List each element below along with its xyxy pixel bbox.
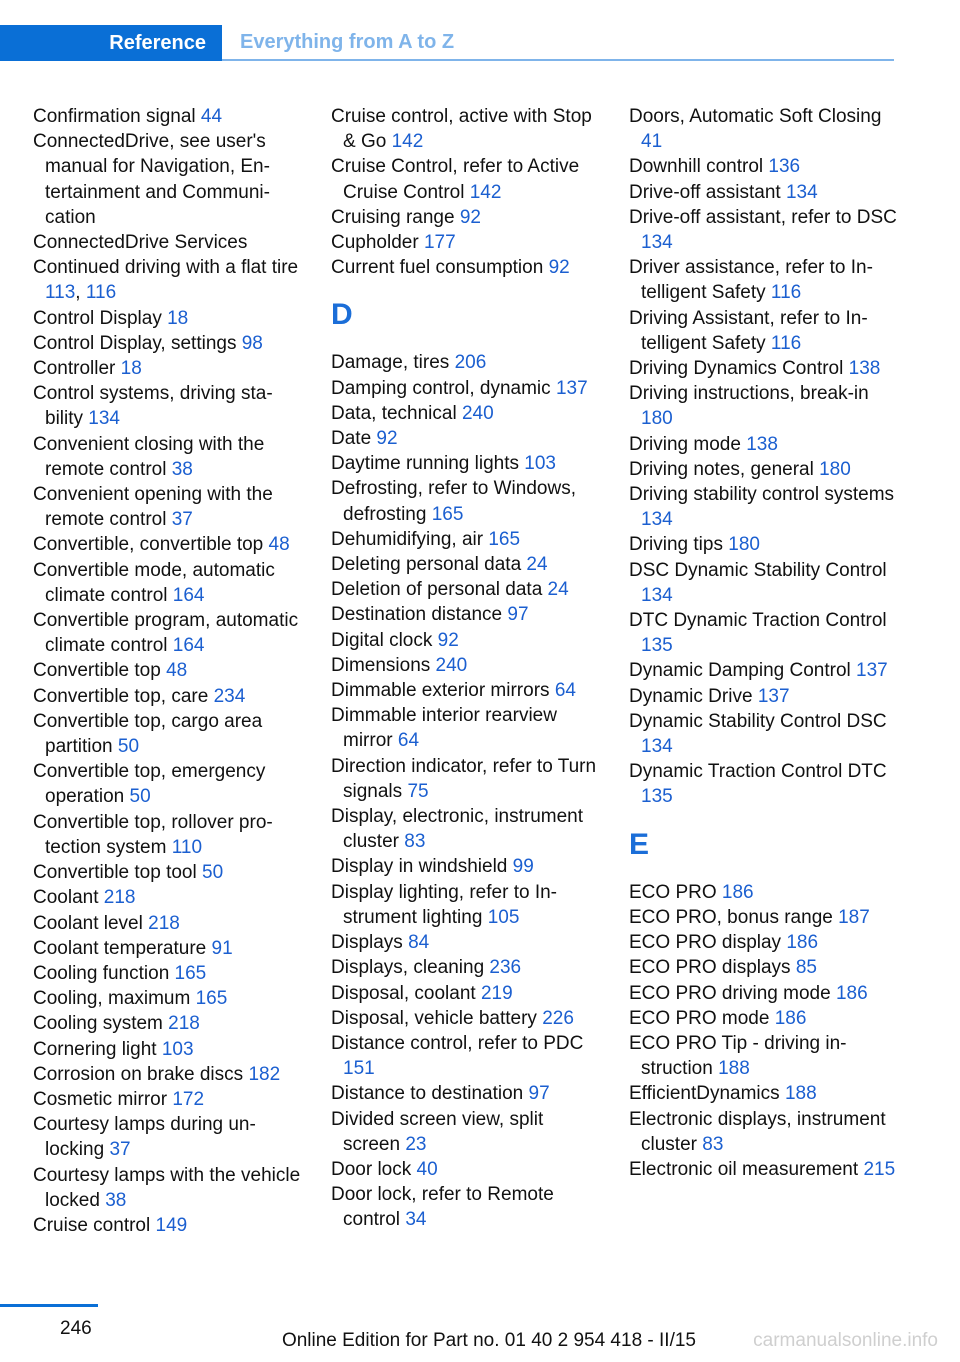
index-entry-text: ECO PRO displays: [629, 957, 791, 979]
index-entry-text: Display in windshield: [331, 856, 508, 878]
index-entry-text: Driving mode: [629, 433, 741, 455]
index-entry: [33, 1112, 301, 1162]
index-entry: [331, 981, 599, 1006]
page-link[interactable]: 186: [774, 1007, 807, 1029]
index-entry-text: Direction indicator, refer to Turn signals: [331, 755, 597, 802]
index-entry: [33, 558, 301, 608]
index-entry-text: Cruise control: [33, 1214, 151, 1236]
index-entry: [331, 804, 599, 854]
page-link[interactable]: 92: [437, 629, 459, 651]
index-entry-text: ECO PRO, bonus range: [629, 906, 833, 928]
index-entry-text: Driving stability control systems: [629, 484, 895, 506]
index-entry: [33, 1062, 301, 1087]
index-entry-text: Convertible mode, automatic climate control: [33, 559, 275, 606]
index-entry: [629, 684, 897, 709]
page-link[interactable]: 38: [171, 458, 193, 480]
page-link[interactable]: 97: [507, 604, 529, 626]
footer-rule: [0, 1304, 98, 1307]
index-entry: [331, 1107, 599, 1157]
page-link[interactable]: 116: [770, 282, 802, 304]
index-entry: [33, 306, 301, 331]
index-entry: [33, 709, 301, 759]
page-link[interactable]: 134: [641, 232, 673, 254]
index-column-3: [629, 104, 897, 1182]
index-entry-text: Convertible top, emergency operation: [33, 761, 266, 808]
page-header: [0, 25, 960, 61]
index-entry: [331, 678, 599, 703]
page-link[interactable]: 188: [718, 1058, 750, 1080]
index-entry-text: Dimmable exterior mirrors: [331, 680, 550, 702]
index-entry: [331, 1157, 599, 1182]
index-entry: [33, 986, 301, 1011]
index-entry: [629, 905, 897, 930]
page-link[interactable]: 165: [195, 988, 228, 1010]
index-entry: [33, 1213, 301, 1238]
page-link[interactable]: 135: [641, 635, 673, 657]
page-link[interactable]: 142: [469, 181, 502, 203]
index-entry: [331, 1031, 599, 1081]
subsection-tab[interactable]: [222, 25, 894, 61]
index-entry-text: Cruising range: [331, 206, 455, 228]
page-link[interactable]: 98: [241, 332, 263, 354]
index-entry: [331, 451, 599, 476]
index-entry: [331, 955, 599, 980]
index-entry: [629, 759, 897, 809]
index-entry: [33, 810, 301, 860]
index-entry-text: ECO PRO driving mode: [629, 982, 831, 1004]
index-entry-text: Controller: [33, 358, 116, 380]
index-entry-text: Driving Dynamics Control: [629, 358, 844, 380]
page-link[interactable]: 83: [702, 1133, 724, 1155]
index-entry-text: Displays: [331, 932, 403, 954]
subsection-label: Everything from A to Z: [240, 31, 455, 53]
index-entry: [629, 432, 897, 457]
index-entry: [629, 356, 897, 381]
index-entry: [33, 432, 301, 482]
index-entry: [629, 180, 897, 205]
index-entry: [629, 457, 897, 482]
page-link[interactable]: 24: [547, 579, 569, 601]
page-link[interactable]: 50: [117, 736, 140, 758]
page-link[interactable]: 135: [641, 786, 673, 808]
index-entry-text: Convertible program, automatic climate control: [33, 610, 299, 657]
index-entry: [33, 658, 301, 683]
page-link[interactable]: 236: [489, 957, 522, 979]
index-entry: [629, 1081, 897, 1106]
index-entry: [331, 230, 599, 255]
page-link[interactable]: 38: [105, 1189, 127, 1211]
index-entry: [33, 885, 301, 910]
index-entry: [331, 1081, 599, 1106]
index-entry-text: Display, electronic, instrument cluster: [331, 806, 584, 853]
index-entry-text: Defrosting, refer to Windows, defrosting: [331, 478, 576, 525]
index-entry: [331, 880, 599, 930]
page-link[interactable]: 218: [103, 887, 136, 909]
index-entry-text: Door lock: [331, 1158, 412, 1180]
index-entry: [331, 628, 599, 653]
index-entry-text: Doors, Automatic Soft Closing: [629, 106, 882, 127]
page-link[interactable]: 64: [554, 680, 576, 702]
index-entry-text: ECO PRO mode: [629, 1007, 770, 1029]
page-number: 246: [60, 1318, 92, 1339]
index-entry-text: Convertible top, care: [33, 685, 209, 707]
index-entry-text: Disposal, vehicle battery: [331, 1007, 537, 1029]
page-link[interactable]: 40: [416, 1158, 438, 1180]
index-entry-text: Convertible, convertible top: [33, 534, 264, 556]
index-entry-text: Dynamic Stability Control DSC: [629, 710, 887, 732]
page-link[interactable]: 75: [407, 780, 429, 802]
index-entry: [331, 154, 599, 204]
page-link[interactable]: 92: [376, 428, 398, 450]
index-entry: [629, 981, 897, 1006]
index-entry-text: Deleting personal data: [331, 554, 522, 576]
index-entry: [629, 255, 897, 305]
index-entry: [629, 1107, 897, 1157]
index-entry: [629, 532, 897, 557]
page-link[interactable]: 137: [856, 660, 888, 682]
index-entry-text: Dynamic Damping Control: [629, 660, 851, 682]
index-entry-text: ConnectedDrive Services: [33, 232, 248, 254]
index-entry-text: Destination distance: [331, 604, 503, 626]
index-entry-text: Dimensions: [331, 654, 431, 676]
index-entry-text: DTC Dynamic Traction Control: [629, 610, 887, 632]
index-entry-text: Electronic oil measurement: [629, 1158, 859, 1180]
page-link[interactable]: 134: [88, 408, 120, 430]
index-entry: [629, 482, 897, 532]
page-link[interactable]: 240: [461, 402, 494, 424]
index-entry-text: Current fuel consumption: [331, 257, 544, 279]
index-entry: [33, 1087, 301, 1112]
index-entry-text: Dehumidifying, air: [331, 528, 484, 550]
index-column-1: [33, 104, 301, 1238]
page-link[interactable]: 64: [397, 730, 420, 752]
index-entry: [331, 930, 599, 955]
page-link[interactable]: 142: [391, 131, 424, 153]
page-link[interactable]: 110: [171, 836, 203, 858]
index-entry-text: Divided screen view, split screen: [331, 1108, 544, 1155]
index-entry-text: Convenient closing with the remote control: [33, 433, 265, 480]
index-entry: [331, 1006, 599, 1031]
index-entry: [33, 129, 301, 230]
index-entry-text: Distance control, refer to PDC: [331, 1032, 584, 1054]
index-entry: [331, 476, 599, 526]
page-link[interactable]: 165: [174, 962, 207, 984]
index-entry: [33, 1037, 301, 1062]
index-entry-text: ConnectedDrive, see user's manual for Navigation, Entertainment and Communication: [33, 131, 270, 228]
page-link[interactable]: 37: [171, 509, 193, 531]
page-link[interactable]: 172: [172, 1088, 205, 1110]
index-entry: [33, 104, 301, 129]
index-entry: [331, 527, 599, 552]
page-link[interactable]: 215: [863, 1158, 896, 1180]
page-link[interactable]: 188: [784, 1083, 817, 1105]
index-entry-text: Courtesy lamps with the vehicle locked: [33, 1164, 301, 1211]
index-column-2: [331, 104, 599, 1233]
index-entry-text: Daytime running lights: [331, 453, 519, 475]
index-entry-text: Continued driving with a flat tire: [33, 257, 299, 279]
index-entry-text: EfficientDynamics: [629, 1083, 780, 1105]
index-entry-text: Cosmetic mirror: [33, 1088, 168, 1110]
index-entry-text: Convertible top: [33, 660, 161, 682]
index-entry-text: Confirmation signal: [33, 106, 196, 127]
index-entry: [331, 104, 599, 154]
index-entry: [629, 880, 897, 905]
page-link[interactable]: 103: [161, 1038, 194, 1060]
page-link[interactable]: 83: [404, 831, 426, 853]
page-link[interactable]: 136: [768, 156, 801, 178]
index-entry: [629, 1157, 897, 1182]
index-letter-heading: E: [629, 827, 650, 861]
page-link[interactable]: 92: [459, 206, 481, 228]
index-entry-text: Control Display: [33, 307, 162, 329]
index-entry-text: Cruise control, active with Stop & Go: [331, 106, 592, 153]
watermark: carmanualsonline.info: [753, 1330, 938, 1351]
page-link[interactable]: 99: [512, 856, 534, 878]
index-entry: [331, 703, 599, 753]
page-link[interactable]: 116: [770, 332, 802, 354]
page-link[interactable]: 177: [423, 232, 456, 254]
index-entry-text: Driver assistance, refer to Intelligent Safety: [629, 257, 873, 304]
index-entry-text: Dynamic Drive: [629, 685, 753, 707]
index-entry: [33, 911, 301, 936]
page-link[interactable]: 165: [431, 503, 464, 525]
index-entry: [331, 1182, 599, 1232]
page-link[interactable]: 85: [795, 957, 817, 979]
index-entry-text: ECO PRO display: [629, 932, 782, 954]
index-entry-text: Cooling, maximum: [33, 988, 191, 1010]
index-entry: [33, 331, 301, 356]
index-entry: [331, 552, 599, 577]
index-entry: [33, 961, 301, 986]
page-link[interactable]: 180: [728, 534, 760, 556]
index-entry-text: Distance to destination: [331, 1083, 524, 1105]
page-link[interactable]: 180: [641, 408, 673, 430]
page-link[interactable]: 182: [248, 1063, 281, 1085]
page-link[interactable]: 103: [524, 453, 556, 475]
index-entry-text: Date: [331, 428, 372, 450]
index-entry-text: ECO PRO: [629, 881, 717, 903]
index-entry-text: Driving instructions, break-in: [629, 383, 869, 405]
index-entry-text: Coolant: [33, 887, 99, 909]
page-link[interactable]: 206: [454, 352, 487, 374]
page-link[interactable]: 50: [129, 786, 151, 808]
page-link[interactable]: 226: [542, 1007, 574, 1029]
page-link[interactable]: 186: [835, 982, 868, 1004]
index-entry: [331, 376, 599, 401]
index-entry: [629, 608, 897, 658]
index-entry: [331, 653, 599, 678]
index-entry-text: Dynamic Traction Control DTC: [629, 761, 887, 783]
index-entry: [629, 709, 897, 759]
page-link[interactable]: 187: [838, 906, 870, 928]
page-link[interactable]: 48: [166, 660, 188, 682]
index-entry-text: Driving notes, general: [629, 458, 814, 480]
page-link[interactable]: 97: [528, 1083, 550, 1105]
page-link[interactable]: 134: [641, 736, 673, 758]
index-entry: [33, 759, 301, 809]
page-link[interactable]: 18: [120, 358, 142, 380]
index-entry-text: Driving Assistant, refer to Intelligent Safety: [629, 307, 868, 354]
index-entry-text: Control Display, settings: [33, 332, 237, 354]
index-entry: [33, 1163, 301, 1213]
index-entry: [331, 602, 599, 627]
index-entry: [33, 608, 301, 658]
index-entry: [629, 1006, 897, 1031]
index-entry: [33, 381, 301, 431]
page-link[interactable]: 92: [548, 257, 570, 279]
index-entry-text: Courtesy lamps during unlocking: [33, 1114, 256, 1161]
index-entry: [629, 1031, 897, 1081]
index-entry-text: Door lock, refer to Remote control: [331, 1184, 554, 1231]
page-link[interactable]: 137: [757, 685, 790, 707]
page-link[interactable]: 23: [405, 1133, 427, 1155]
section-tab[interactable]: Reference: [0, 25, 222, 61]
index-entry-text: Drive-off assistant, refer to DSC: [629, 206, 897, 228]
page-link[interactable]: 138: [848, 358, 881, 380]
page-link[interactable]: 240: [435, 654, 468, 676]
index-entry: [629, 205, 897, 255]
index-entry: [331, 426, 599, 451]
page-link[interactable]: 134: [785, 181, 818, 203]
page-link[interactable]: 37: [109, 1139, 131, 1161]
index-entry: [331, 854, 599, 879]
index-entry-text: Coolant level: [33, 912, 143, 934]
index-entry-text: Cornering light: [33, 1038, 157, 1060]
index-entry-text: Coolant temperature: [33, 937, 207, 959]
index-entry-text: Corrosion on brake discs: [33, 1063, 244, 1085]
page-link[interactable]: 219: [480, 982, 513, 1004]
page-link[interactable]: 113: [45, 282, 76, 304]
page-link[interactable]: 137: [555, 377, 588, 399]
index-entry: [629, 381, 897, 431]
index-entry-text: Cooling system: [33, 1013, 163, 1035]
page-link[interactable]: 134: [641, 584, 673, 606]
index-entry: [629, 558, 897, 608]
index-entry: [331, 350, 599, 375]
index-entry-text: Data, technical: [331, 402, 457, 424]
index-entry-text: Displays, cleaning: [331, 957, 485, 979]
index-entry: [629, 154, 897, 179]
index-entry: [33, 860, 301, 885]
index-entry-text: Damping control, dynamic: [331, 377, 551, 399]
index-entry-text: ECO PRO Tip - driving instruction: [629, 1032, 847, 1080]
index-entry-text: Dimmable interior rearview mirror: [331, 705, 557, 752]
index-entry-text: Driving tips: [629, 534, 723, 556]
index-entry: [33, 230, 301, 255]
index-entry-text: Convertible top, rollover protection system: [33, 811, 273, 858]
index-entry-text: Control systems, driving stability: [33, 383, 273, 430]
index-entry: [629, 306, 897, 356]
page-link[interactable]: 48: [268, 534, 290, 556]
index-entry-text: Downhill control: [629, 156, 764, 178]
page-link[interactable]: 24: [526, 554, 548, 576]
index-entry-text: Cupholder: [331, 232, 419, 254]
index-entry-text: Cruise Control, refer to Active Cruise Control: [331, 156, 580, 203]
page-link[interactable]: 138: [746, 433, 778, 455]
index-entry: [331, 255, 599, 280]
page-link[interactable]: 165: [488, 528, 521, 550]
index-entry-text: Drive-off assistant: [629, 181, 781, 203]
index-entry-text: Cooling function: [33, 962, 170, 984]
index-entry-text: Convertible top tool: [33, 862, 197, 884]
index-entry: [331, 754, 599, 804]
page-link[interactable]: 164: [172, 584, 205, 606]
page-link[interactable]: 186: [721, 881, 754, 903]
index-entry-text: Disposal, coolant: [331, 982, 476, 1004]
page-link[interactable]: 234: [213, 685, 246, 707]
index-entry: [33, 684, 301, 709]
index-entry: [33, 1011, 301, 1036]
index-entry-text: Convertible top, cargo area partition: [33, 710, 263, 758]
page-link[interactable]: 34: [405, 1209, 427, 1231]
index-entry-text: Damage, tires: [331, 352, 450, 374]
index-entry: [331, 401, 599, 426]
index-entry: [33, 482, 301, 532]
index-entry: [331, 205, 599, 230]
page-link[interactable]: 105: [487, 906, 520, 928]
page-link[interactable]: 116: [85, 282, 117, 304]
index-entry: [331, 577, 599, 602]
index-entry: [629, 658, 897, 683]
index-entry-text: DSC Dynamic Stability Control: [629, 559, 887, 581]
index-entry: [629, 930, 897, 955]
index-letter-heading: D: [331, 298, 353, 332]
edition-note: Online Edition for Part no. 01 40 2 954 418 - II/15: [281, 1330, 696, 1351]
index-entry-text: Display lighting, refer to Instrument lighting: [331, 881, 557, 928]
index-entry: [33, 936, 301, 961]
index-entry: [629, 955, 897, 980]
page-link[interactable]: 151: [343, 1058, 375, 1080]
page-link[interactable]: 44: [200, 106, 223, 127]
index-entry-text: Digital clock: [331, 629, 433, 651]
index-entry: [33, 356, 301, 381]
index-entry-text: Deletion of personal data: [331, 579, 543, 601]
index-entry-text: Convenient opening with the remote control: [33, 484, 273, 531]
index-entry: Continued driving with a flat tire 113, 116: [33, 257, 299, 304]
page-link[interactable]: 149: [155, 1214, 188, 1236]
page-link[interactable]: 218: [168, 1013, 200, 1035]
page-link[interactable]: 84: [408, 932, 430, 954]
page-link[interactable]: 186: [786, 932, 819, 954]
page-link[interactable]: 50: [202, 862, 224, 884]
page-link[interactable]: 18: [167, 307, 189, 329]
page-link[interactable]: 218: [148, 912, 180, 934]
page-link[interactable]: 180: [819, 458, 851, 480]
page-link[interactable]: 91: [211, 937, 233, 959]
page-link[interactable]: 41: [641, 131, 663, 153]
index-entry: [33, 532, 301, 557]
page-link[interactable]: 134: [641, 509, 673, 531]
page-link[interactable]: 164: [172, 635, 205, 657]
index-entry-text: Electronic displays, instrument cluster: [629, 1108, 886, 1155]
index-entry: [629, 104, 897, 154]
